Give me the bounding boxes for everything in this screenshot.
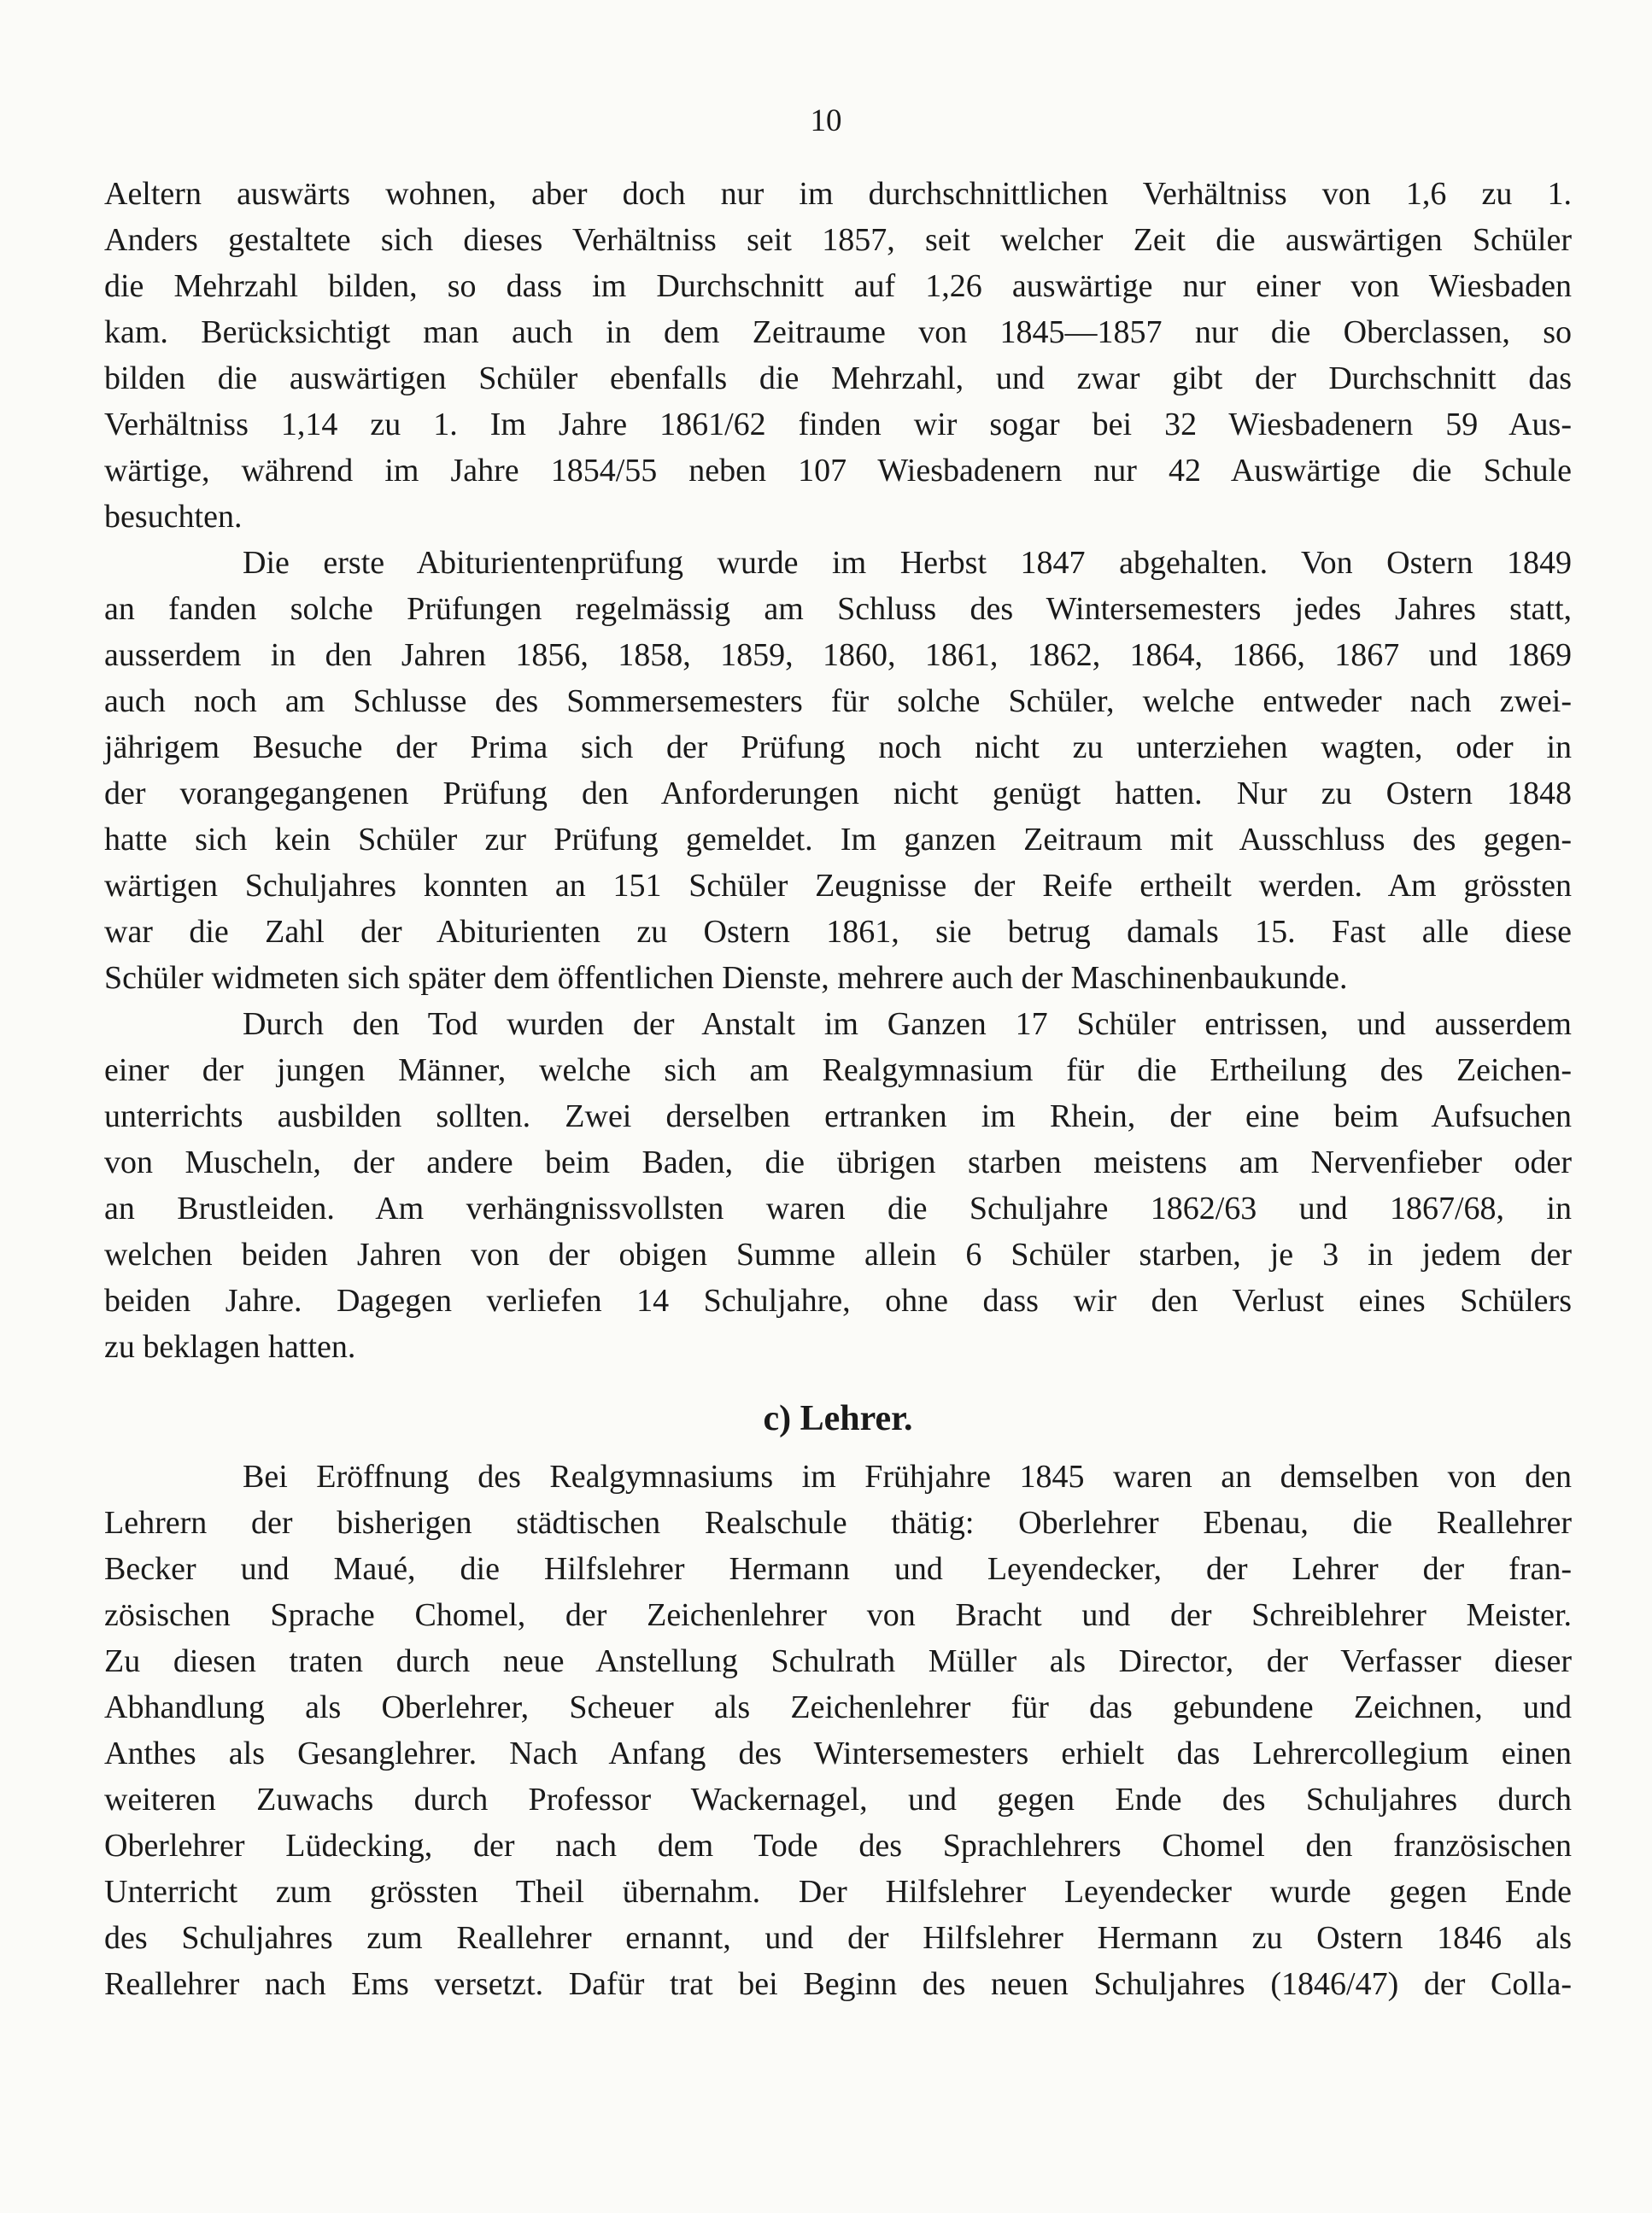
text-line: Die erste Abiturientenprüfung wurde im Herbst 1847 abgehalten. Von Ostern 1849 [243, 545, 1572, 581]
text-line: Oberlehrer Lüdecking, der nach dem Tode des Sprachlehrers Chomel den französischen [104, 1828, 1572, 1864]
text-line: Verhältniss 1,14 zu 1. Im Jahre 1861/62 finden wir sogar bei 32 Wiesbadenern 59 Aus- [104, 407, 1572, 442]
text-line: besuchten. [104, 499, 243, 535]
text-line: welchen beiden Jahren von der obigen Summe allein 6 Schüler starben, je 3 in jedem der [104, 1237, 1572, 1273]
text-line: weiteren Zuwachs durch Professor Wackernagel, und gegen Ende des Schuljahres durch [104, 1782, 1572, 1818]
text-line: Unterricht zum grössten Theil übernahm. Der Hilfslehrer Leyendecker wurde gegen Ende [104, 1874, 1572, 1910]
section-heading: c) Lehrer. [763, 1399, 913, 1438]
text-line: beiden Jahre. Dagegen verliefen 14 Schuljahre, ohne dass wir den Verlust eines Schülers [104, 1283, 1572, 1319]
text-line: wärtige, während im Jahre 1854/55 neben 107 Wiesbadenern nur 42 Auswärtige die Schule [104, 453, 1572, 489]
text-line: Anders gestaltete sich dieses Verhältniss seit 1857, seit welcher Zeit die auswärtigen Schüler [104, 222, 1572, 258]
text-line: Abhandlung als Oberlehrer, Scheuer als Zeichenlehrer für das gebundene Zeichnen, und [104, 1689, 1572, 1725]
text-line: Aeltern auswärts wohnen, aber doch nur im durchschnittlichen Verhältniss von 1,6 zu 1. [104, 176, 1572, 212]
text-line: Schüler widmeten sich später dem öffentlichen Dienste, mehrere auch der Maschinenbaukunde. [104, 960, 1348, 996]
text-line: Bei Eröffnung des Realgymnasiums im Frühjahre 1845 waren an demselben von den [243, 1459, 1572, 1495]
text-line: der vorangegangenen Prüfung den Anforderungen nicht genügt hatten. Nur zu Ostern 1848 [104, 776, 1572, 811]
body-text [104, 171, 1572, 2007]
text-line: Durch den Tod wurden der Anstalt im Ganzen 17 Schüler entrissen, und ausserdem [243, 1006, 1572, 1042]
text-line: auch noch am Schlusse des Sommersemesters für solche Schüler, welche entweder nach zwei- [104, 683, 1572, 719]
text-line: zösischen Sprache Chomel, der Zeichenlehrer von Bracht und der Schreiblehrer Meister. [104, 1597, 1572, 1633]
text-line: an Brustleiden. Am verhängnissvollsten waren die Schuljahre 1862/63 und 1867/68, in [104, 1191, 1572, 1227]
text-line: kam. Berücksichtigt man auch in dem Zeitraume von 1845—1857 nur die Oberclassen, so [104, 314, 1572, 350]
text-line: Becker und Maué, die Hilfslehrer Hermann und Leyendecker, der Lehrer der fran- [104, 1551, 1572, 1587]
text-line: Zu diesen traten durch neue Anstellung Schulrath Müller als Director, der Verfasser dieser [104, 1643, 1572, 1679]
text-line: ausserdem in den Jahren 1856, 1858, 1859, 1860, 1861, 1862, 1864, 1866, 1867 und 1869 [104, 637, 1572, 673]
text-line: Reallehrer nach Ems versetzt. Dafür trat bei Beginn des neuen Schuljahres (1846/47) der Colla- [104, 1966, 1572, 2002]
text-line: war die Zahl der Abiturienten zu Ostern 1861, sie betrug damals 15. Fast alle diese [104, 914, 1572, 950]
text-line: Lehrern der bisherigen städtischen Realschule thätig: Oberlehrer Ebenau, die Reallehrer [104, 1505, 1572, 1541]
text-line: unterrichts ausbilden sollten. Zwei derselben ertranken im Rhein, der eine beim Aufsuchen [104, 1098, 1572, 1134]
text-line: die Mehrzahl bilden, so dass im Durchschnitt auf 1,26 auswärtige nur einer von Wiesbaden [104, 268, 1572, 304]
text-line: wärtigen Schuljahres konnten an 151 Schüler Zeugnisse der Reife ertheilt werden. Am grössten [104, 868, 1572, 904]
text-line: des Schuljahres zum Reallehrer ernannt, und der Hilfslehrer Hermann zu Ostern 1846 als [104, 1920, 1572, 1956]
text-line: einer der jungen Männer, welche sich am Realgymnasium für die Ertheilung des Zeichen- [104, 1052, 1572, 1088]
page-number: 10 [810, 103, 842, 138]
text-line: an fanden solche Prüfungen regelmässig am Schluss des Wintersemesters jedes Jahres statt, [104, 591, 1572, 627]
text-line: bilden die auswärtigen Schüler ebenfalls die Mehrzahl, und zwar gibt der Durchschnitt das [104, 360, 1572, 396]
text-line: zu beklagen hatten. [104, 1329, 356, 1365]
text-line: hatte sich kein Schüler zur Prüfung gemeldet. Im ganzen Zeitraum mit Ausschluss des gegen- [104, 822, 1572, 858]
text-line: Anthes als Gesanglehrer. Nach Anfang des Wintersemesters erhielt das Lehrercollegium einen [104, 1736, 1572, 1771]
text-line: von Muscheln, der andere beim Baden, die übrigen starben meistens am Nervenfieber oder [104, 1145, 1572, 1180]
text-line: jährigem Besuche der Prima sich der Prüfung noch nicht zu unterziehen wagten, oder in [104, 729, 1572, 765]
